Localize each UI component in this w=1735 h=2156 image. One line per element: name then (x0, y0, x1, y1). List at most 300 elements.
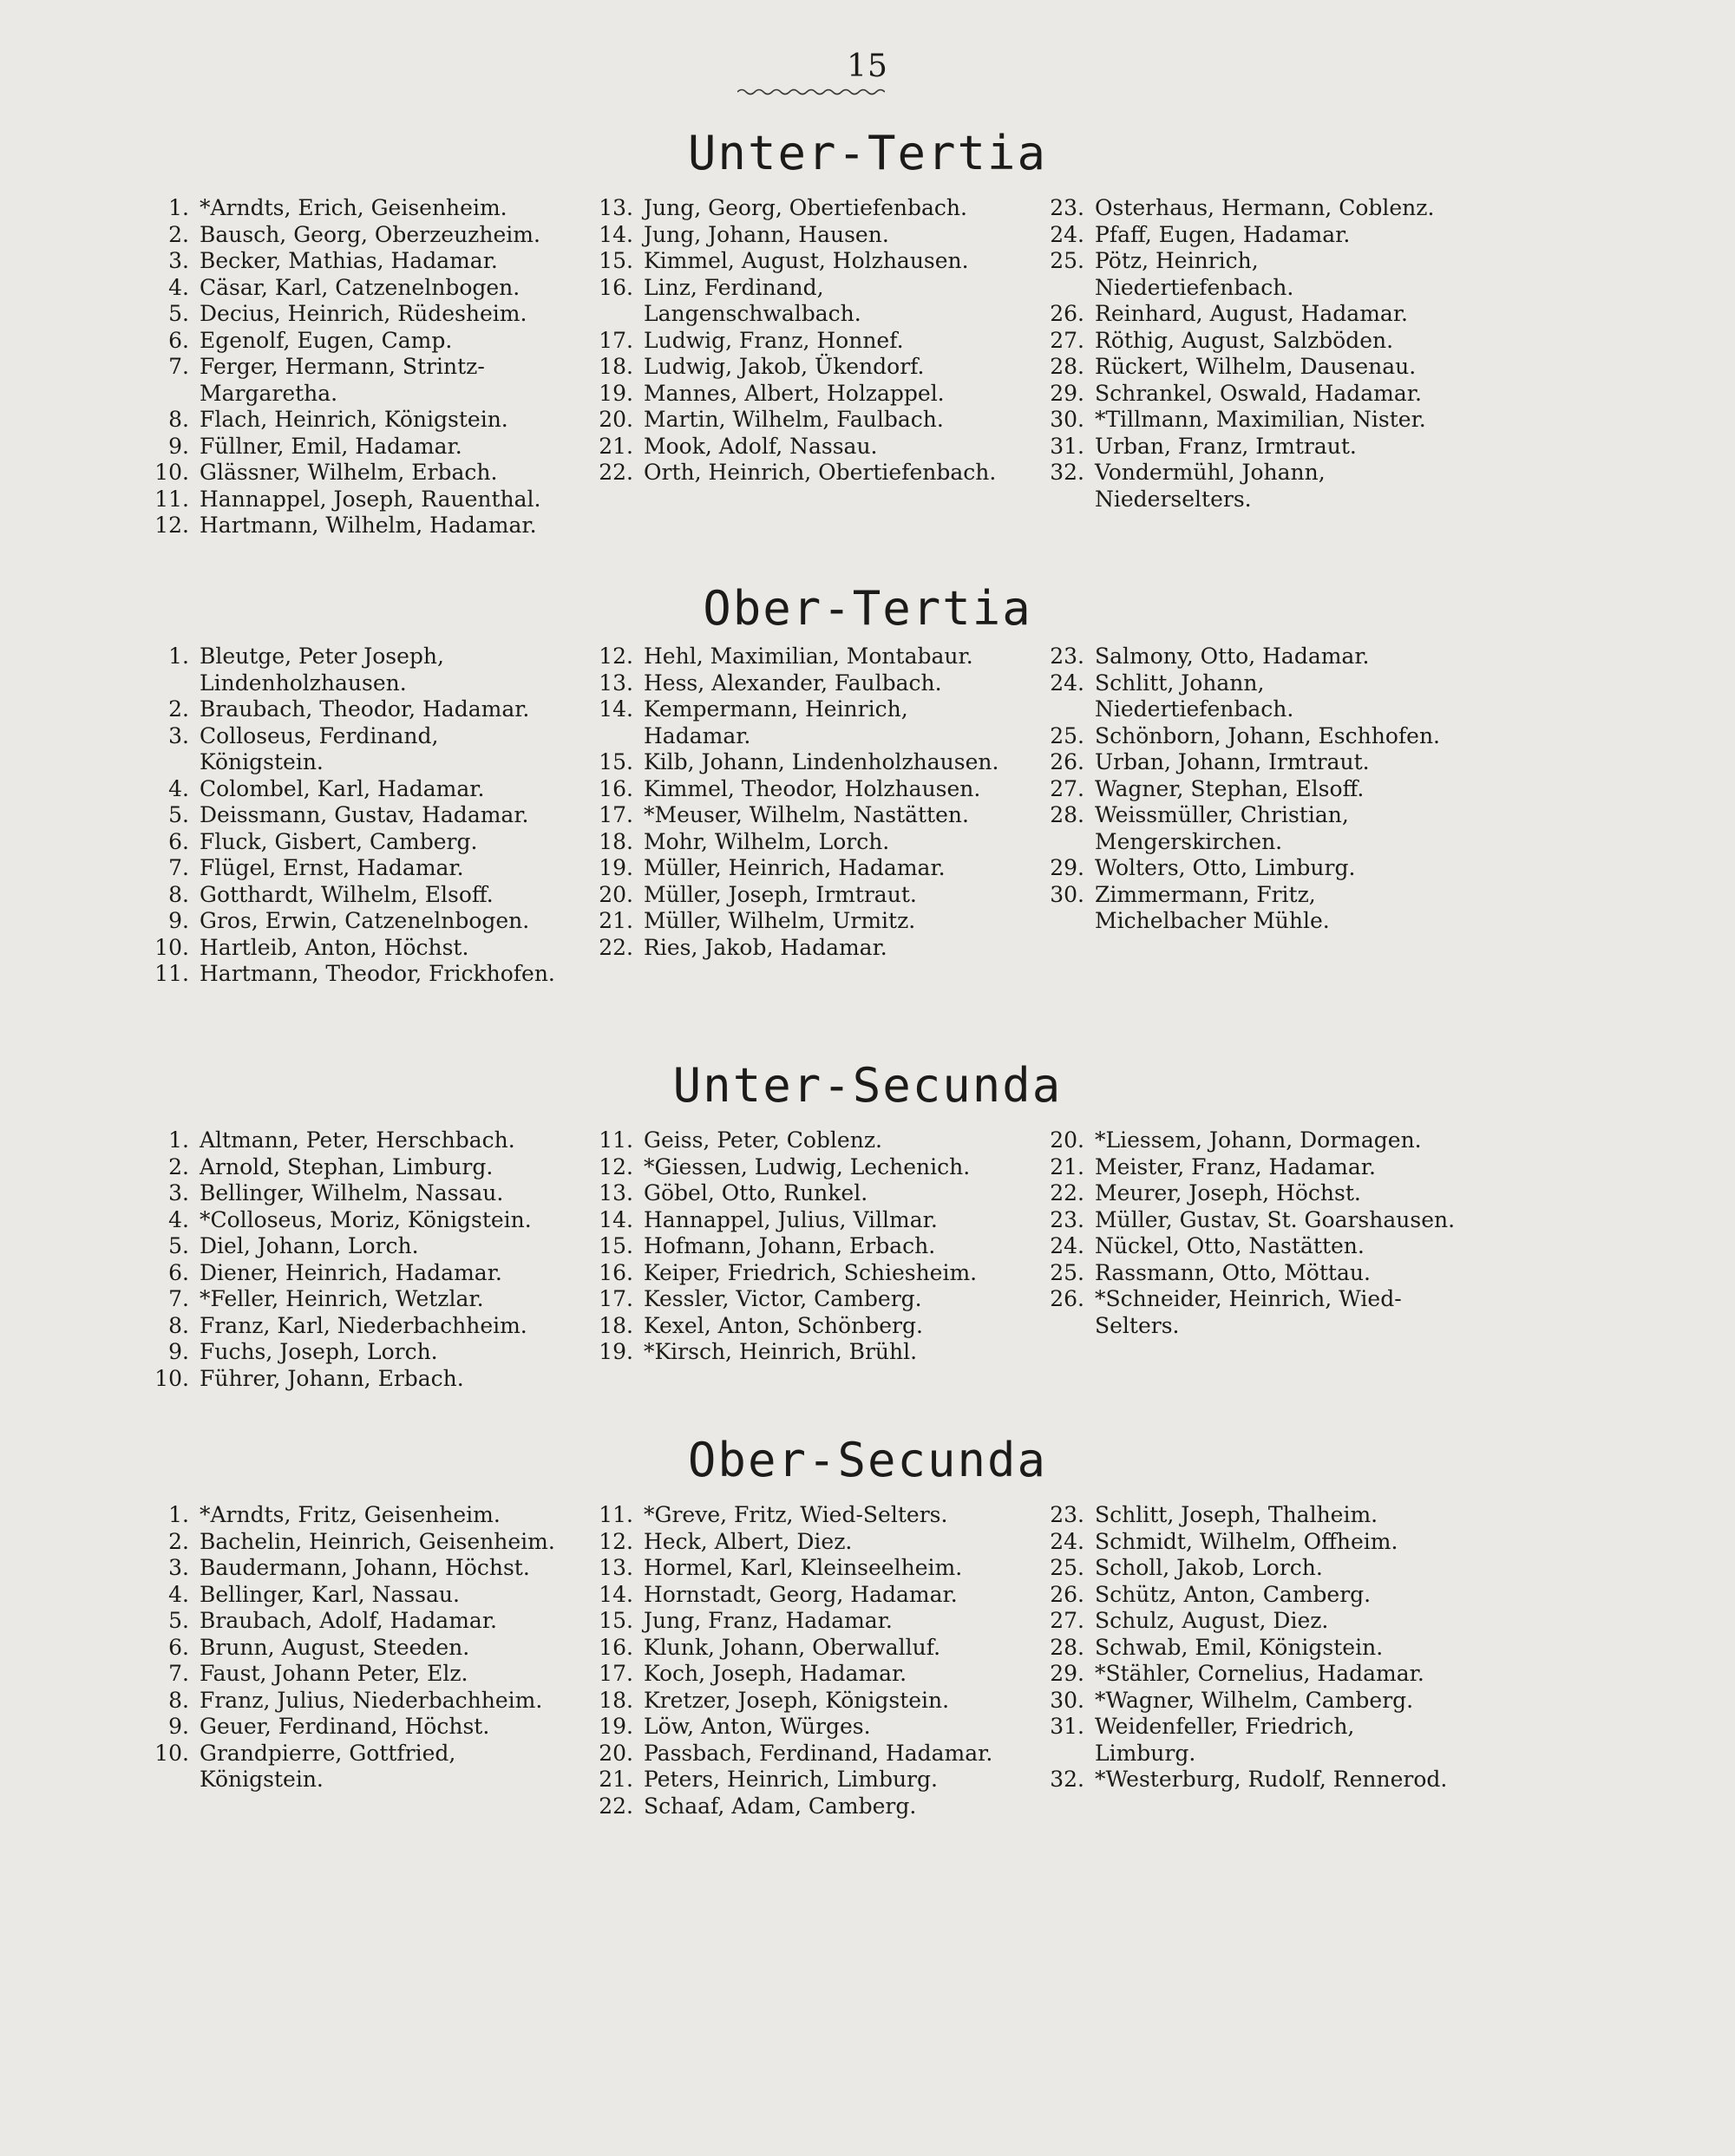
list-item (1041, 1661, 1457, 1688)
list-item-text: Reinhard, August, Hadamar. (1095, 301, 1408, 326)
list-item (1041, 1127, 1457, 1154)
list-item-number: 12. (599, 1528, 633, 1554)
list-item (1041, 1688, 1457, 1715)
list-item-text: Faust, Johann Peter, Elz. (200, 1661, 468, 1686)
list-item-text: *Westerburg, Rudolf, Rennerod. (1095, 1767, 1448, 1792)
list-item-number: 31. (1050, 1714, 1084, 1739)
list-item-text: Schütz, Anton, Camberg. (1095, 1581, 1372, 1607)
list-item (590, 1661, 1006, 1688)
list-item-text: Fuchs, Joseph, Lorch. (200, 1339, 438, 1364)
list-item-text: Kilb, Johann, Lindenholzhausen. (644, 749, 999, 774)
list-item (146, 1207, 562, 1234)
list-item-number: 4. (168, 775, 189, 801)
list-item (590, 1767, 1006, 1793)
list-item-text: Vondermühl, Johann, Niederselters. (1095, 460, 1326, 512)
list-item (146, 829, 562, 856)
list-item-text: Colloseus, Ferdinand, Königstein. (200, 722, 439, 774)
list-item (590, 670, 1006, 697)
list-item-number: 13. (599, 1180, 633, 1205)
list-item-text: Bleutge, Peter Joseph, Lindenholzhausen. (200, 644, 444, 696)
list-item-number: 19. (599, 1714, 633, 1739)
list-item-text: Fluck, Gisbert, Camberg. (200, 828, 478, 854)
list-item-text: Schaaf, Adam, Camberg. (644, 1793, 917, 1819)
list-item-text: Meurer, Joseph, Höchst. (1095, 1180, 1361, 1205)
list-item-number: 24. (1050, 1528, 1084, 1554)
list-item (590, 829, 1006, 856)
list-item-text: Gotthardt, Wilhelm, Elsoff. (200, 881, 494, 907)
list-item-text: Altmann, Peter, Herschbach. (200, 1127, 515, 1153)
list-item-number: 13. (599, 670, 633, 696)
list-item-number: 20. (1050, 1127, 1084, 1153)
list-item (146, 908, 562, 935)
list-item-number: 4. (168, 274, 189, 300)
section-title: Unter-Secunda (672, 1058, 1063, 1113)
list-item-text: *Tillmann, Maximilian, Nister. (1095, 407, 1426, 432)
list-item-text: Pfaff, Eugen, Hadamar. (1095, 221, 1351, 247)
list-item-number: 16. (599, 1634, 633, 1660)
list-item-number: 5. (168, 1233, 189, 1258)
list-item-number: 22. (599, 1793, 633, 1819)
list-item (146, 1127, 562, 1154)
list-item-number: 28. (1050, 354, 1084, 379)
list-item-number: 29. (1050, 1661, 1084, 1686)
list-item-number: 5. (168, 1608, 189, 1633)
list-item-text: Schönborn, Johann, Eschhofen. (1095, 722, 1440, 748)
list-item (1041, 1608, 1457, 1635)
list-item (146, 1366, 562, 1393)
list-item-text: Colombel, Karl, Hadamar. (200, 775, 485, 801)
list-item-number: 6. (168, 1634, 189, 1660)
list-item-number: 2. (168, 221, 189, 247)
list-item-number: 17. (599, 802, 633, 827)
list-item-text: Schlitt, Joseph, Thalheim. (1095, 1502, 1378, 1527)
list-item (590, 1529, 1006, 1556)
list-item-text: Gros, Erwin, Catzenelnbogen. (200, 908, 530, 933)
list-item (146, 776, 562, 803)
list-item (590, 1339, 1006, 1366)
list-item-number: 27. (1050, 775, 1084, 801)
list-item-text: Franz, Karl, Niederbachheim. (200, 1312, 527, 1338)
list-item-number: 13. (599, 195, 633, 220)
list-item-number: 21. (599, 433, 633, 459)
list-item (146, 354, 562, 407)
list-item-number: 8. (168, 881, 189, 907)
list-item-text: Osterhaus, Hermann, Coblenz. (1095, 195, 1435, 220)
list-item-number: 12. (154, 513, 189, 538)
list-item-text: Scholl, Jakob, Lorch. (1095, 1555, 1323, 1580)
list-item-number: 17. (599, 1661, 633, 1686)
list-item (590, 802, 1006, 829)
list-item-text: Jung, Franz, Hadamar. (644, 1608, 893, 1633)
list-item-text: Bellinger, Wilhelm, Nassau. (200, 1180, 504, 1205)
list-item (590, 644, 1006, 670)
list-item (1041, 749, 1457, 776)
list-item-text: Egenolf, Eugen, Camp. (200, 327, 453, 353)
list-item (1041, 381, 1457, 408)
list-item-text: Koch, Joseph, Hadamar. (644, 1661, 907, 1686)
section-unter-tertia (0, 126, 1735, 577)
list-item-number: 6. (168, 828, 189, 854)
list-item (590, 776, 1006, 803)
list-item-number: 18. (599, 828, 633, 854)
list-item (590, 275, 1006, 328)
list-item (590, 460, 1006, 487)
list-item-number: 24. (1050, 670, 1084, 696)
list-item-number: 25. (1050, 1555, 1084, 1580)
list-item-number: 14. (599, 221, 633, 247)
list-item-text: *Arndts, Erich, Geisenheim. (200, 195, 507, 220)
list-item-number: 21. (599, 908, 633, 933)
list-item (1041, 855, 1457, 882)
list-item-number: 14. (599, 1206, 633, 1232)
list-item (590, 935, 1006, 962)
list-item (146, 460, 562, 487)
list-item (590, 749, 1006, 776)
list-item-number: 15. (599, 1233, 633, 1258)
list-item-text: Löw, Anton, Würges. (644, 1714, 871, 1739)
column-1 (146, 1502, 562, 1793)
list-item-text: Weidenfeller, Friedrich, Limburg. (1095, 1714, 1355, 1766)
list-item (590, 1793, 1006, 1820)
list-item-text: Füllner, Emil, Hadamar. (200, 433, 462, 459)
list-item-text: Schwab, Emil, Königstein. (1095, 1634, 1384, 1660)
list-item (590, 1154, 1006, 1181)
list-item-number: 9. (168, 1339, 189, 1364)
list-item-number: 25. (1050, 722, 1084, 748)
list-item-text: Heck, Albert, Diez. (644, 1528, 853, 1554)
list-item-text: Ludwig, Jakob, Ükendorf. (644, 354, 925, 379)
list-item (1041, 1582, 1457, 1609)
list-item-text: Becker, Mathias, Hadamar. (200, 248, 498, 273)
list-item-number: 26. (1050, 301, 1084, 326)
list-item (1041, 723, 1457, 750)
list-item-text: Müller, Heinrich, Hadamar. (644, 855, 946, 880)
list-item-number: 16. (599, 775, 633, 801)
list-item-number: 18. (599, 1687, 633, 1713)
list-item (1041, 1555, 1457, 1582)
list-item (146, 487, 562, 513)
list-item (146, 222, 562, 249)
list-item-text: Urban, Franz, Irmtraut. (1095, 433, 1357, 459)
list-item-text: Hess, Alexander, Faulbach. (644, 670, 942, 696)
list-item (1041, 1260, 1457, 1287)
list-item (1041, 1154, 1457, 1181)
list-item-text: Göbel, Otto, Runkel. (644, 1180, 868, 1205)
list-item (590, 1233, 1006, 1260)
list-item (146, 513, 562, 539)
list-item-text: Mohr, Wilhelm, Lorch. (644, 828, 890, 854)
list-item-number: 5. (168, 301, 189, 326)
list-item-text: Geiss, Peter, Coblenz. (644, 1127, 882, 1153)
list-item-text: Klunk, Johann, Oberwalluf. (644, 1634, 941, 1660)
list-item-number: 16. (599, 274, 633, 300)
list-item (590, 1286, 1006, 1313)
list-item-text: *Stähler, Cornelius, Hadamar. (1095, 1661, 1424, 1686)
section-title: Unter-Tertia (687, 126, 1048, 180)
list-item-text: Hartmann, Theodor, Frickhofen. (200, 961, 555, 986)
list-item-text: Flügel, Ernst, Hadamar. (200, 855, 464, 880)
list-item (146, 1260, 562, 1287)
list-item (1041, 248, 1457, 301)
list-item (590, 195, 1006, 222)
list-item (590, 434, 1006, 461)
list-item (1041, 354, 1457, 381)
list-item-number: 29. (1050, 380, 1084, 406)
list-item-number: 10. (154, 460, 189, 485)
list-item-text: Mannes, Albert, Holzappel. (644, 380, 945, 406)
list-item-number: 19. (599, 1339, 633, 1364)
list-item (146, 1555, 562, 1582)
list-item (146, 301, 562, 328)
list-item (146, 1529, 562, 1556)
list-item (1041, 802, 1457, 855)
list-item-text: Diener, Heinrich, Hadamar. (200, 1259, 502, 1285)
column-3 (1041, 195, 1457, 513)
list-item-number: 30. (1050, 407, 1084, 432)
list-item (146, 1313, 562, 1340)
list-item-text: Wolters, Otto, Limburg. (1095, 855, 1356, 880)
list-item-number: 8. (168, 1687, 189, 1713)
list-item-text: Braubach, Adolf, Hadamar. (200, 1608, 497, 1633)
list-item (590, 1127, 1006, 1154)
list-item-text: Meister, Franz, Hadamar. (1095, 1153, 1376, 1179)
list-item-text: Mook, Adolf, Nassau. (644, 433, 878, 459)
list-item-text: Führer, Johann, Erbach. (200, 1365, 464, 1391)
list-item-number: 5. (168, 802, 189, 827)
list-item (146, 1286, 562, 1313)
list-item-text: Martin, Wilhelm, Faulbach. (644, 407, 944, 432)
list-item-text: Jung, Georg, Obertiefenbach. (644, 195, 967, 220)
list-item (590, 1714, 1006, 1741)
list-item-number: 2. (168, 1153, 189, 1179)
list-item-text: Rassmann, Otto, Möttau. (1095, 1259, 1371, 1285)
list-item (590, 1688, 1006, 1715)
list-item-text: *Kirsch, Heinrich, Brühl. (644, 1339, 918, 1364)
list-item-text: Müller, Wilhelm, Urmitz. (644, 908, 916, 933)
column-1 (146, 195, 562, 539)
list-item (1041, 1529, 1457, 1556)
list-item-number: 16. (599, 1259, 633, 1285)
list-item-number: 18. (599, 1312, 633, 1338)
list-item-number: 15. (599, 1608, 633, 1633)
list-item-text: *Greve, Fritz, Wied-Selters. (644, 1502, 948, 1527)
list-item (146, 248, 562, 275)
list-item (590, 381, 1006, 408)
list-item-text: Kretzer, Joseph, Königstein. (644, 1687, 950, 1713)
list-item-text: Müller, Joseph, Irmtraut. (644, 881, 917, 907)
list-item-text: Franz, Julius, Niederbachheim. (200, 1687, 543, 1713)
list-item-text: Hartmann, Wilhelm, Hadamar. (200, 513, 537, 538)
list-item-text: Müller, Gustav, St. Goarshausen. (1095, 1206, 1456, 1232)
list-item-text: Hehl, Maximilian, Montabaur. (644, 644, 973, 669)
list-item (146, 723, 562, 776)
section-title: Ober-Tertia (703, 581, 1032, 636)
list-item (1041, 1767, 1457, 1793)
list-item (146, 1741, 562, 1793)
list-item-text: Ferger, Hermann, Strintz-Margaretha. (200, 354, 485, 406)
column-2 (590, 1502, 1006, 1820)
list-item (590, 1313, 1006, 1340)
column-1 (146, 644, 562, 988)
list-item-number: 18. (599, 354, 633, 379)
list-item-text: Hornstadt, Georg, Hadamar. (644, 1581, 958, 1607)
list-item (1041, 301, 1457, 328)
list-item-text: Rückert, Wilhelm, Dausenau. (1095, 354, 1417, 379)
list-item-number: 1. (168, 644, 189, 669)
column-3 (1041, 1502, 1457, 1793)
list-item-text: *Giessen, Ludwig, Lechenich. (644, 1153, 971, 1179)
list-item (590, 354, 1006, 381)
list-item-number: 9. (168, 908, 189, 933)
list-item-text: Kimmel, Theodor, Holzhausen. (644, 775, 981, 801)
list-item-number: 22. (599, 934, 633, 960)
list-item-number: 27. (1050, 327, 1084, 353)
list-item-number: 28. (1050, 1634, 1084, 1660)
list-item-number: 7. (168, 1661, 189, 1686)
list-item (590, 1180, 1006, 1207)
list-item-text: Salmony, Otto, Hadamar. (1095, 644, 1370, 669)
column-3 (1041, 644, 1457, 935)
list-item-text: Bellinger, Karl, Nassau. (200, 1581, 460, 1607)
list-item (1041, 1502, 1457, 1529)
list-item-number: 14. (599, 1581, 633, 1607)
list-item-number: 10. (154, 934, 189, 960)
list-item-text: Hannappel, Julius, Villmar. (644, 1206, 938, 1232)
list-item-text: Weissmüller, Christian, Mengerskirchen. (1095, 802, 1349, 854)
list-item (146, 1661, 562, 1688)
list-item-number: 12. (599, 1153, 633, 1179)
list-item-number: 7. (168, 354, 189, 379)
list-item-text: Peters, Heinrich, Limburg. (644, 1767, 938, 1792)
list-item-number: 24. (1050, 1233, 1084, 1258)
list-item-number: 13. (599, 1555, 633, 1580)
list-item-number: 20. (599, 1740, 633, 1766)
list-item (146, 882, 562, 909)
list-item-number: 1. (168, 195, 189, 220)
list-item (146, 1154, 562, 1181)
list-item-number: 7. (168, 855, 189, 880)
list-item-number: 4. (168, 1581, 189, 1607)
list-item-text: Schulz, August, Diez. (1095, 1608, 1329, 1633)
list-item-number: 3. (168, 1180, 189, 1205)
list-item-text: Baudermann, Johann, Höchst. (200, 1555, 530, 1580)
list-item-number: 22. (1050, 1180, 1084, 1205)
list-item (590, 1502, 1006, 1529)
list-item (590, 855, 1006, 882)
section-ober-secunda (0, 1433, 1735, 1866)
list-item-number: 6. (168, 1259, 189, 1285)
list-item-text: Flach, Heinrich, Königstein. (200, 407, 508, 432)
list-item-text: Hartleib, Anton, Höchst. (200, 934, 469, 960)
list-item-number: 19. (599, 855, 633, 880)
list-item (146, 1635, 562, 1662)
list-item-text: Urban, Johann, Irmtraut. (1095, 749, 1370, 774)
list-item (146, 1233, 562, 1260)
list-item (590, 222, 1006, 249)
list-item (590, 328, 1006, 355)
list-item-text: Schrankel, Oswald, Hadamar. (1095, 380, 1422, 406)
list-item-number: 1. (168, 1127, 189, 1153)
list-item-text: *Wagner, Wilhelm, Camberg. (1095, 1687, 1414, 1713)
list-item-text: *Liessem, Johann, Dormagen. (1095, 1127, 1422, 1153)
list-item-text: *Arndts, Fritz, Geisenheim. (200, 1502, 501, 1527)
list-item-number: 3. (168, 722, 189, 748)
list-item (590, 1635, 1006, 1662)
list-item-text: Cäsar, Karl, Catzenelnbogen. (200, 274, 520, 300)
list-item-text: Keiper, Friedrich, Schiesheim. (644, 1259, 978, 1285)
list-item (1041, 644, 1457, 670)
list-item (1041, 670, 1457, 723)
list-item-number: 23. (1050, 1206, 1084, 1232)
list-item-number: 6. (168, 327, 189, 353)
list-item-text: Geuer, Ferdinand, Höchst. (200, 1714, 490, 1739)
list-item-text: *Meuser, Wilhelm, Nastätten. (644, 802, 969, 827)
list-item-number: 31. (1050, 433, 1084, 459)
list-item (590, 1207, 1006, 1234)
list-item-text: Hannappel, Joseph, Rauenthal. (200, 486, 541, 512)
list-item (1041, 1635, 1457, 1662)
list-item-text: Pötz, Heinrich, Niedertiefenbach. (1095, 248, 1294, 300)
list-item-text: Nückel, Otto, Nastätten. (1095, 1233, 1365, 1258)
list-item (590, 1608, 1006, 1635)
page-number: 15 (847, 49, 888, 84)
list-item-text: Brunn, August, Steeden. (200, 1634, 470, 1660)
list-item (1041, 1233, 1457, 1260)
list-item (590, 882, 1006, 909)
ornament-rule (737, 87, 885, 97)
list-item (1041, 1180, 1457, 1207)
list-item-text: Schlitt, Johann, Niedertiefenbach. (1095, 670, 1294, 722)
list-item (1041, 882, 1457, 935)
column-1 (146, 1127, 562, 1392)
list-item-number: 23. (1050, 644, 1084, 669)
list-item (146, 275, 562, 302)
list-item (146, 696, 562, 723)
list-item-number: 7. (168, 1286, 189, 1311)
list-item (1041, 460, 1457, 513)
list-item-number: 17. (599, 1286, 633, 1311)
list-item-text: Zimmermann, Fritz, Michelbacher Mühle. (1095, 881, 1330, 933)
list-item-number: 2. (168, 696, 189, 722)
list-item (146, 328, 562, 355)
list-item-number: 8. (168, 407, 189, 432)
list-item (1041, 1207, 1457, 1234)
list-item-text: Kexel, Anton, Schönberg. (644, 1312, 923, 1338)
list-item-text: *Colloseus, Moriz, Königstein. (200, 1206, 532, 1232)
list-item-number: 28. (1050, 802, 1084, 827)
list-item (146, 1688, 562, 1715)
list-item-number: 8. (168, 1312, 189, 1338)
column-2 (590, 1127, 1006, 1366)
list-item (1041, 407, 1457, 434)
list-item (590, 1555, 1006, 1582)
list-item-text: Arnold, Stephan, Limburg. (200, 1153, 494, 1179)
list-item-number: 29. (1050, 855, 1084, 880)
list-item (1041, 776, 1457, 803)
list-item (590, 1260, 1006, 1287)
column-3 (1041, 1127, 1457, 1339)
list-item-number: 26. (1050, 1286, 1084, 1311)
list-item-text: Glässner, Wilhelm, Erbach. (200, 460, 498, 485)
list-item-text: Braubach, Theodor, Hadamar. (200, 696, 530, 722)
list-item-number: 23. (1050, 1502, 1084, 1527)
list-item-number: 23. (1050, 195, 1084, 220)
list-item-text: Passbach, Ferdinand, Hadamar. (644, 1740, 993, 1766)
list-item-text: *Schneider, Heinrich, Wied-Selters. (1095, 1286, 1402, 1338)
list-item-text: Kempermann, Heinrich, Hadamar. (644, 696, 908, 748)
list-item (590, 1741, 1006, 1767)
list-item-number: 25. (1050, 248, 1084, 273)
